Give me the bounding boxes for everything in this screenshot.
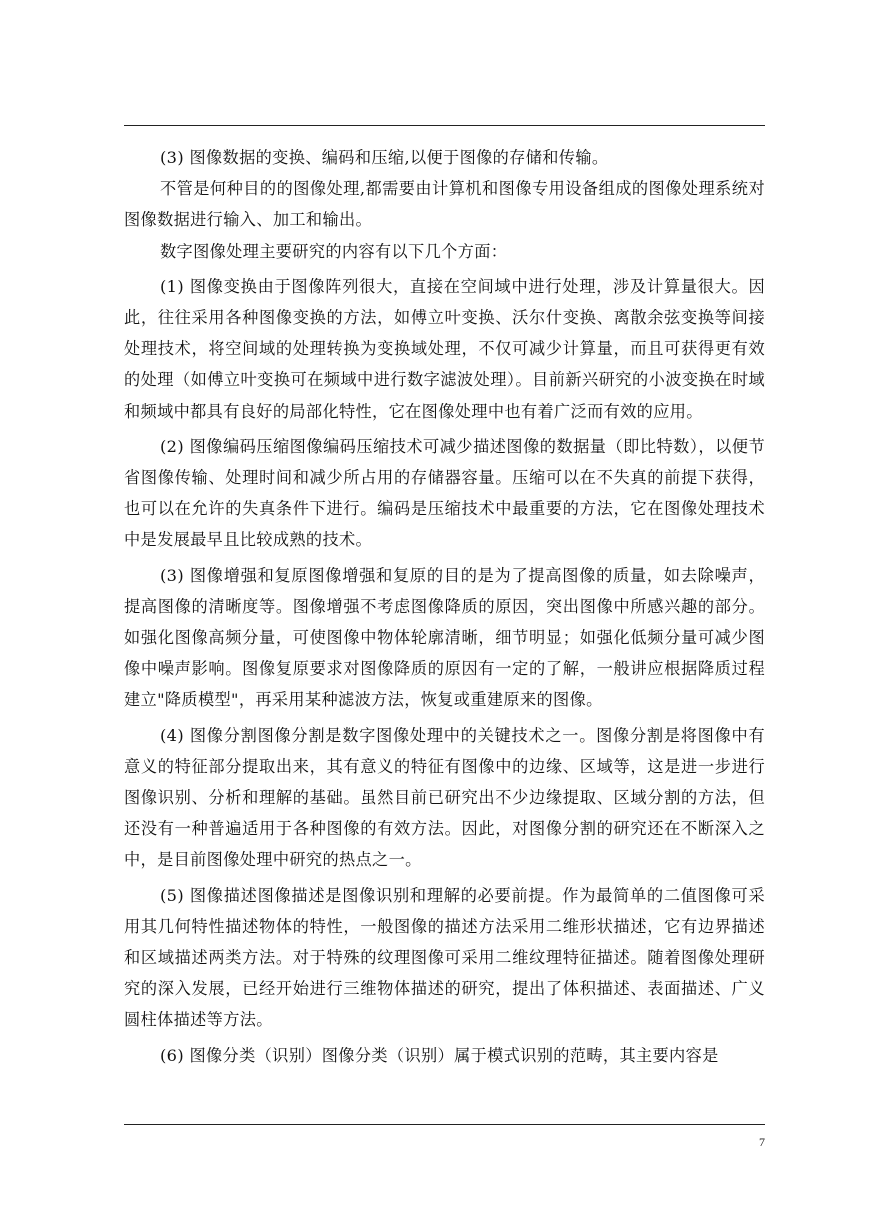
- paragraph-research-content-intro: 数字图像处理主要研究的内容有以下几个方面：: [160, 241, 508, 261]
- paragraph-item-3-transform-coding: (3) 图像数据的变换、编码和压缩,以便于图像的存储和传输。: [160, 148, 609, 167]
- footer-rule: [124, 1124, 765, 1125]
- paragraph-image-coding-compression: (2) 图像编码压缩图像编码压缩技术可减少描述图像的数据量（即比特数），以便节省图像传输、处理时间和减少所占用的存储器容量。压缩可以在不失真的前提下获得，也可以在允许的失真条件下进行。编码是压缩技术中最重要的方法，它在图像处理技术中是发展最早且比较成熟的技术。: [124, 436, 765, 550]
- paragraph-image-transform: (1) 图像变换由于图像阵列很大，直接在空间域中进行处理，涉及计算量很大。因此，往往采用各种图像变换的方法，如傅立叶变换、沃尔什变换、离散余弦变换等间接处理技术，将空间域的处理转换为变换域处理，不仅可减少计算量，而且可获得更有效的处理（如傅立叶变换可在频域中进行数字滤波处理）。目前新兴研究的小波变换在时域和频域中都具有良好的局部化特性，它在图像处理中也有着广泛而有效的应用。: [124, 276, 765, 421]
- paragraph-image-classification: (6) 图像分类（识别）图像分类（识别）属于模式识别的范畴，其主要内容是: [160, 1045, 719, 1065]
- paragraph-image-segmentation: (4) 图像分割图像分割是数字图像处理中的关键技术之一。图像分割是将图像中有意义的特征部分提取出来，其有意义的特征有图像中的边缘、区域等，这是进一步进行图像识别、分析和理解的基础。虽然目前已研究出不少边缘提取、区域分割的方法，但还没有一种普遍适用于各种图像的有效方法。因此，对图像分割的研究还在不断深入之中，是目前图像处理中研究的热点之一。: [124, 725, 765, 870]
- page-body: [124, 142, 765, 1071]
- header-rule: [124, 125, 765, 126]
- paragraph-image-enhancement-restoration: (3) 图像增强和复原图像增强和复原的目的是为了提高图像的质量，如去除噪声，提高图像的清晰度等。图像增强不考虑图像降质的原因，突出图像中所感兴趣的部分。如强化图像高频分量，可使图像中物体轮廓清晰，细节明显；如强化低频分量可减少图像中噪声影响。图像复原要求对图像降质的原因有一定的了解，一般讲应根据降质过程建立"降质模型"，再采用某种滤波方法，恢复或重建原来的图像。: [124, 565, 765, 710]
- paragraph-image-description: (5) 图像描述图像描述是图像识别和理解的必要前提。作为最简单的二值图像可采用其几何特性描述物体的特性，一般图像的描述方法采用二维形状描述，它有边界描述和区域描述两类方法。对于特殊的纹理图像可采用二维纹理特征描述。随着图像处理研究的深入发展，已经开始进行三维物体描述的研究，提出了体积描述、表面描述、广义圆柱体描述等方法。: [124, 885, 765, 1030]
- page-number: 7: [759, 1135, 765, 1149]
- paragraph-image-processing-system: 不管是何种目的的图像处理,都需要由计算机和图像专用设备组成的图像处理系统对图像数据进行输入、加工和输出。: [124, 179, 765, 230]
